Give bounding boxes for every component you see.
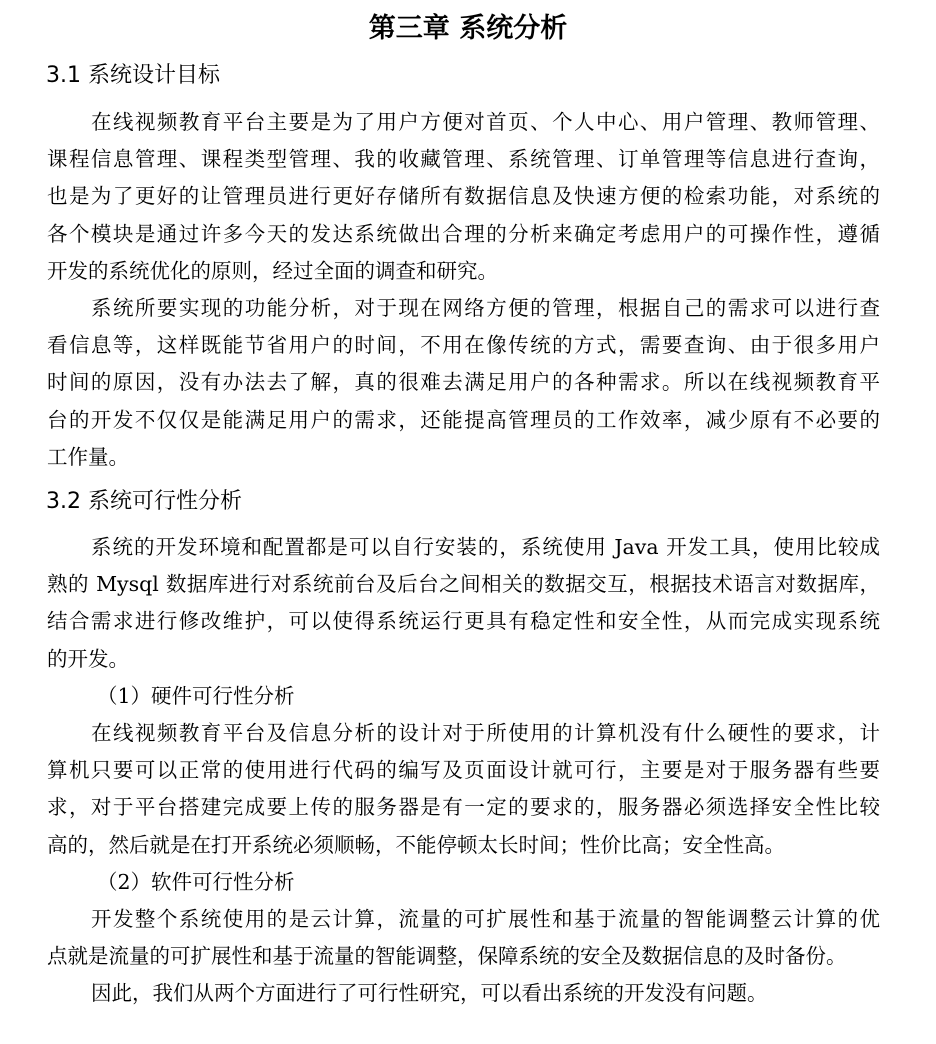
text-line: 在线视频教育平台及信息分析的设计对于所使用的计算机没有什么硬性的要求，计 (91, 720, 880, 745)
text-line: 也是为了更好的让管理员进行更好存储所有数据信息及快速方便的检索功能，对系统的 (47, 184, 880, 209)
paragraph (47, 715, 880, 864)
text-line: 开发的系统优化的原则，经过全面的调查和研究。 (47, 258, 498, 283)
section-heading-3-2: 3.2 系统可行性分析 (46, 489, 242, 514)
text-line: 课程信息管理、课程类型管理、我的收藏管理、系统管理、订单管理等信息进行查询， (47, 147, 880, 172)
text-line: 点就是流量的可扩展性和基于流量的智能调整，保障系统的安全及数据信息的及时备份。 (47, 944, 847, 969)
text-line: 开发整个系统使用的是云计算，流量的可扩展性和基于流量的智能调整云计算的优 (91, 906, 880, 931)
text-line: 熟的 Mysql 数据库进行对系统前台及后台之间相关的数据交互，根据技术语言对数据库， (47, 572, 880, 597)
text-line: 算机只要可以正常的使用进行代码的编写及页面设计就可行，主要是对于服务器有些要 (47, 758, 880, 783)
text-line: （2）软件可行性分析 (97, 869, 295, 894)
text-line: 各个模块是通过许多今天的发达系统做出合理的分析来确定考虑用户的可操作性，遵循 (47, 221, 880, 246)
text-line: 系统的开发环境和配置都是可以自行安装的，系统使用 Java 开发工具，使用比较成 (91, 535, 880, 559)
text-line: 在线视频教育平台主要是为了用户方便对首页、个人中心、用户管理、教师管理、 (91, 110, 880, 134)
text-line: 工作量。 (47, 444, 129, 469)
text-line: 台的开发不仅仅是能满足用户的需求，还能提高管理员的工作效率，减少原有不必要的 (47, 407, 880, 432)
text-line: 时间的原因，没有办法去了解，真的很难去满足用户的各种需求。所以在线视频教育平 (47, 370, 880, 395)
paragraph (47, 901, 880, 975)
text-line: 看信息等，这样既能节省用户的时间，不用在像传统的方式，需要查询、由于很多用户 (47, 333, 880, 358)
paragraph (47, 290, 880, 476)
paragraph (47, 104, 880, 290)
subheading (47, 678, 880, 715)
chapter-title: 第三章 系统分析 (368, 13, 568, 44)
text-line: 因此，我们从两个方面进行了可行性研究，可以看出系统的开发没有问题。 (91, 981, 768, 1006)
text-line: 求，对于平台搭建完成要上传的服务器是有一定的要求的，服务器必须选择安全性比较 (47, 795, 880, 820)
text-line: 高的，然后就是在打开系统必须顺畅，不能停顿太长时间；性价比高；安全性高。 (47, 832, 785, 857)
section-body-3-1 (47, 104, 880, 476)
section-heading-3-1: 3.1 系统设计目标 (46, 63, 220, 88)
text-line: 的开发。 (47, 646, 129, 671)
text-line: 系统所要实现的功能分析，对于现在网络方便的管理，根据自己的需求可以进行查 (91, 295, 880, 320)
text-line: 结合需求进行修改维护，可以使得系统运行更具有稳定性和安全性，从而完成实现系统 (47, 609, 880, 634)
section-body-3-2 (47, 529, 880, 1012)
paragraph (47, 529, 880, 678)
subheading (47, 864, 880, 901)
paragraph (47, 975, 880, 1012)
text-line: （1）硬件可行性分析 (97, 683, 295, 708)
